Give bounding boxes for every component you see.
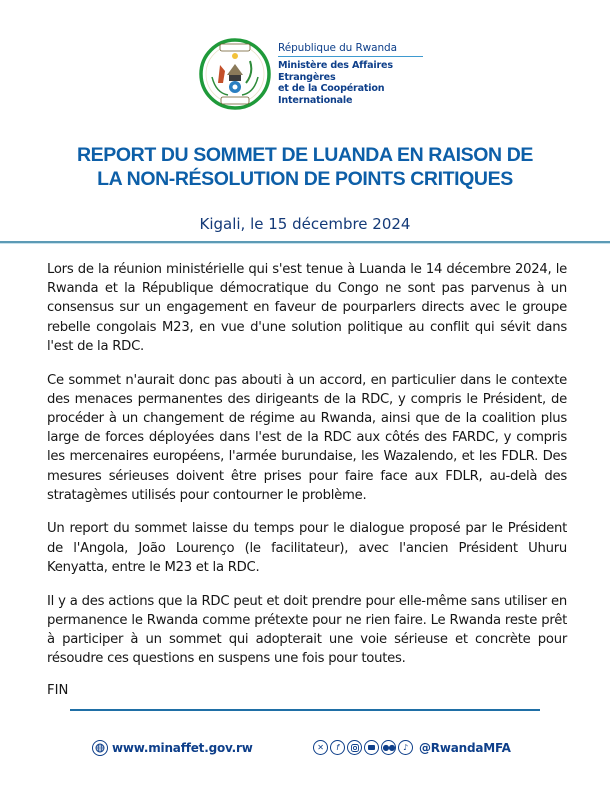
paragraph-3: Un report du sommet laisse du temps pour le dialogue proposé par le Président de l'Angola, João Lourenço (le facilitateur), avec l'ancien Président Uhuru Kenyatta, entre le M23 et la RDC. [47,521,567,575]
press-release-body [47,260,567,683]
republic-name: République du Rwanda [278,42,423,57]
ministry-name-line1: Ministère des Affaires Etrangères [278,60,393,83]
title-line-1: REPORT DU SOMMET DE LUANDA EN RAISON DE [76,144,534,166]
flickr-icon[interactable]: ●● [381,740,396,755]
footer-social [313,740,511,755]
youtube-icon[interactable] [364,740,379,755]
paragraph-4: Il y a des actions que la RDC peut et doit prendre pour elle-même sans utiliser en permanence le Rwanda comme prétexte pour ne rien faire. Le Rwanda reste prêt à participer à un sommet qui adopterait une voie sérieuse et concrète pour résoudre ces questions en suspens une fois pour toutes. [47,593,567,667]
header-divider [0,241,610,244]
letterhead-text [278,42,438,106]
footer-divider [70,709,540,711]
website-link[interactable]: www.minaffet.gov.rw [112,741,253,755]
x-icon[interactable]: ✕ [313,740,328,755]
paragraph-2: Ce sommet n'aurait donc pas abouti à un accord, en particulier dans le contexte des menaces permanentes des dirigeants de la RDC, y compris le Président, de procéder à un changement de régime au Rwanda, ainsi que de la coalition plus large de forces déployées dans l'est de la RDC aux côtés des FARDC, y compris les mercenaires européens, l'armée burundaise, les Wazalendo, et les FDLR. Des mesures sérieuses doivent être prises pour faire face aux FDLR, au-delà des stratagèmes utilisés pour contourner le problème. [47,372,567,503]
globe-icon [92,740,108,756]
page-title [0,143,610,191]
rwanda-coat-of-arms-icon [198,37,272,111]
title-line-2: LA NON-RÉSOLUTION DE POINTS CRITIQUES [97,168,513,190]
instagram-icon[interactable] [347,740,362,755]
ministry-name-line2: et de la Coopération Internationale [278,83,385,106]
dateline: Kigali, le 15 décembre 2024 [199,215,411,233]
end-mark: FIN [47,683,69,698]
tiktok-icon[interactable]: ♪ [398,740,413,755]
facebook-icon[interactable]: f [330,740,345,755]
footer-website[interactable] [92,740,253,756]
letterhead [198,34,438,114]
paragraph-1: Lors de la réunion ministérielle qui s'est tenue à Luanda le 14 décembre 2024, le Rwanda et la République démocratique du Congo ne sont pas parvenus à un consensus sur un engagement en faveur de pourparlers directs avec le groupe rebelle congolais M23, en vue d'une solution politique au conflit qui sévit dans l'est de la RDC. [47,262,567,354]
social-handle[interactable]: @RwandaMFA [419,740,511,755]
